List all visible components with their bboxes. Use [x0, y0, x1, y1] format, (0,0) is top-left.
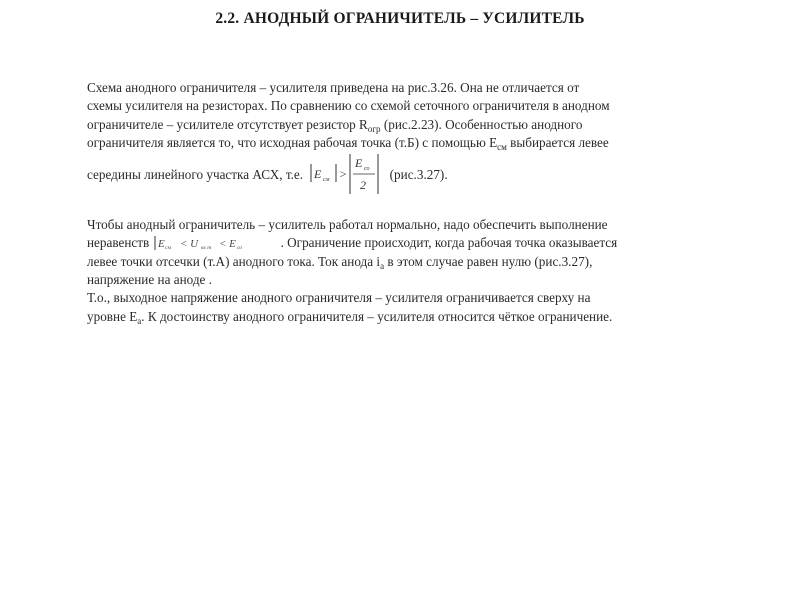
formula-bias-condition [308, 152, 384, 196]
p2-line-3b: в этом случае равен нулю (рис.3.27), [384, 253, 593, 269]
formula-inequality-svg [153, 235, 281, 251]
p1-line-5a: середины линейного участка АСХ, т.е. [87, 167, 307, 183]
f1-lhs-sub: см [323, 177, 330, 184]
body-text [87, 79, 727, 326]
f2-s3: со [236, 245, 242, 252]
p1-line-3a: ограничителе – усилителе отсутствует резистор R [87, 116, 368, 132]
formula-bias-svg [308, 152, 384, 196]
p2-line-3 [87, 253, 727, 271]
p1-line-2: схемы усилителя на резисторах. По сравнению со схемой сеточного ограничителя в анодном [87, 98, 610, 114]
paragraph-gap [87, 198, 727, 216]
p3-line-1: Т.о., выходное напряжение анодного ограничителя – усилителя ограничивается сверху на [87, 290, 591, 306]
p1-line-5b: (рис.3.27). [386, 167, 448, 183]
f1-den: 2 [360, 178, 367, 193]
f2-s2: вх m [200, 245, 211, 252]
f1-num: E [355, 156, 363, 171]
f2-t3: < E [218, 238, 236, 251]
p2-line-2a: неравенств [87, 235, 153, 251]
f1-lhs: E [314, 167, 322, 182]
p2-line-2b: . Ограничение происходит, когда рабочая точка оказывается [280, 235, 618, 251]
page-title: 2.2. АНОДНЫЙ ОГРАНИЧИТЕЛЬ – УСИЛИТЕЛЬ [215, 10, 585, 27]
p1-line-3b: (рис.2.23). Особенностью анодного [380, 116, 583, 132]
p1-line-4a: ограничителя является то, что исходная рабочая точка (т.Б) с помощью Е [87, 134, 498, 150]
f2-t1: E [157, 238, 165, 251]
formula-inequality [153, 235, 281, 251]
p2-line-2 [87, 234, 727, 252]
f1-num-sub: со [364, 166, 370, 173]
p2-line-3-sub: а [380, 260, 385, 271]
p1-line-3 [87, 116, 727, 134]
f2-t2: < U [179, 238, 198, 251]
p1-line-5 [87, 152, 727, 198]
p1-line-1: Схема анодного ограничителя – усилителя приведена на рис.3.26. Она не отличается от [87, 80, 580, 95]
p1-line-3-sub: огр [367, 123, 381, 134]
p1-line-4-sub: см [497, 141, 507, 152]
p3-line-2a: уровне Е [87, 308, 138, 324]
p3-line-2b: . К достоинству анодного ограничителя – усилителя относится чёткое ограничение. [141, 308, 613, 324]
p3-line-2 [87, 308, 727, 326]
p2-line-3a: левее точки отсечки (т.А) анодного тока. Ток анода i [87, 253, 381, 269]
p2-line-4: напряжение на аноде . [87, 272, 212, 288]
f2-s1: см [164, 245, 171, 252]
f1-op: > [339, 167, 348, 182]
p3-line-2-sub: а [137, 315, 142, 326]
p1-line-4b: выбирается левее [506, 134, 609, 150]
p2-line-1: Чтобы анодный ограничитель – усилитель работал нормально, надо обеспечить выполнение [87, 217, 608, 233]
p1-line-4 [87, 134, 727, 152]
